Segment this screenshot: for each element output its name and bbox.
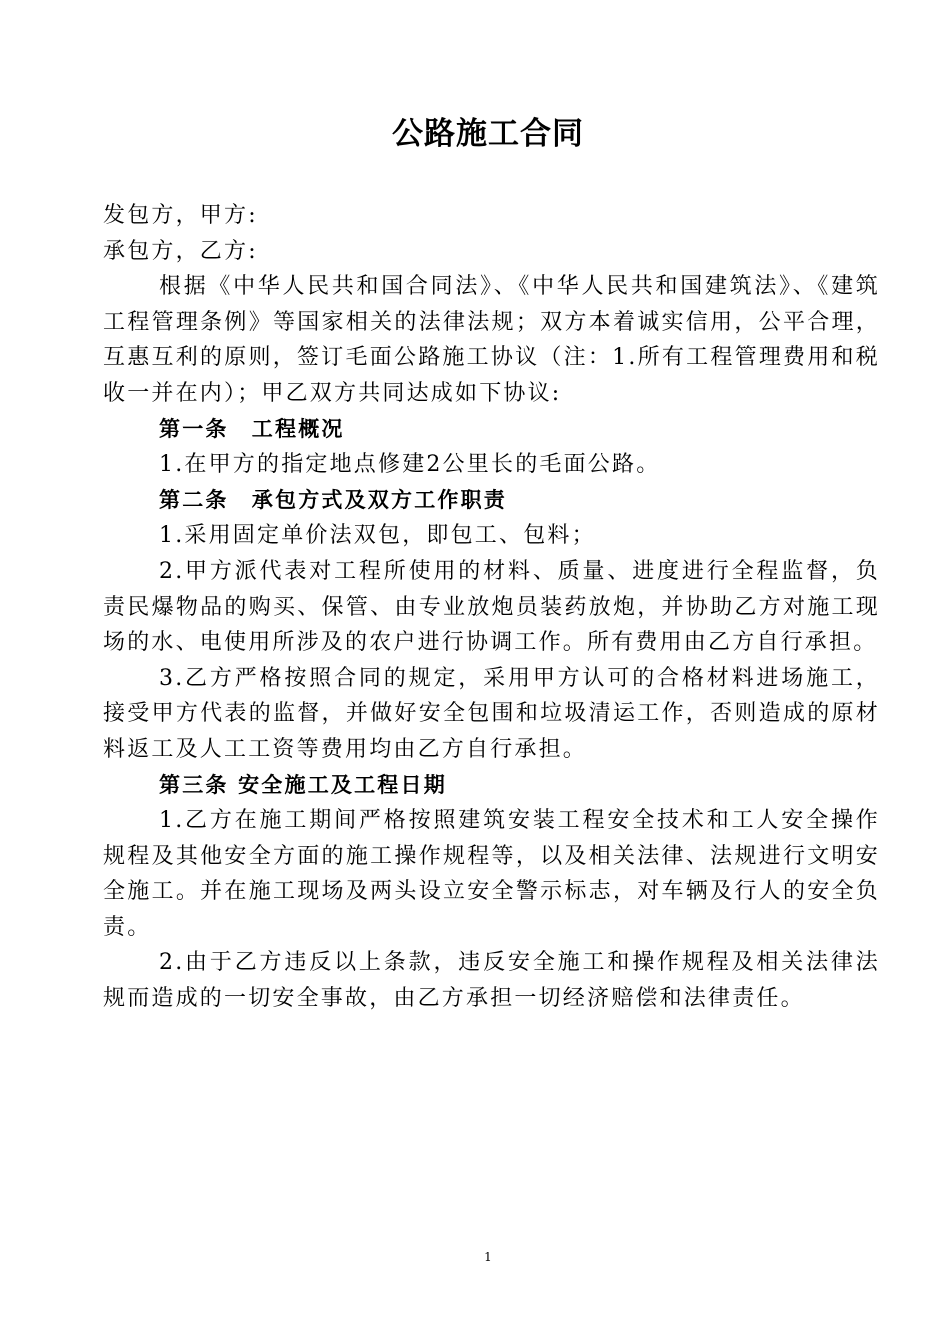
article-2-heading: 第二条 承包方式及双方工作职责 [159, 487, 507, 512]
page-number: 1 [484, 1250, 492, 1264]
party-a-line: 发包方，甲方: [103, 203, 258, 228]
intro-paragraph: 根据《中华人民共和国合同法》、《中华人民共和国建筑法》、《建筑工程管理条例》等国家相关的法律法规；双方本着诚实信用，公平合理，互惠互利的原则，签订毛面公路施工协议（注：1.所有工程管理费用和税收一并在内）；甲乙双方共同达成如下协议: [103, 274, 880, 406]
article-1-item-1: 1.在甲方的指定地点修建2公里长的毛面公路。 [159, 452, 661, 478]
document-body [103, 198, 880, 1017]
article-3-item-1: 1.乙方在施工期间严格按照建筑安装工程安全技术和工人安全操作规程及其他安全方面的施工操作规程等，以及相关法律、法规进行文明安全施工。并在施工现场及两头设立安全警示标志，对车辆及行人的安全负责。 [103, 808, 880, 940]
article-2-item-3: 3.乙方严格按照合同的规定，采用甲方认可的合格材料进场施工，接受甲方代表的监督，并做好安全包围和垃圾清运工作，否则造成的原材料返工及人工工资等费用均由乙方自行承担。 [103, 665, 880, 762]
article-3-heading: 第三条 安全施工及工程日期 [159, 772, 447, 797]
document-title: 公路施工合同 [392, 116, 584, 152]
party-b-line: 承包方，乙方: [103, 238, 258, 264]
article-2-item-1: 1.采用固定单价法双包，即包工、包料； [159, 523, 596, 549]
article-1-heading: 第一条 工程概况 [159, 416, 345, 441]
article-3-item-2: 2.由于乙方违反以上条款，违反安全施工和操作规程及相关法律法规而造成的一切安全事故，由乙方承担一切经济赔偿和法律责任。 [103, 950, 880, 1012]
article-2-item-2: 2.甲方派代表对工程所使用的材料、质量、进度进行全程监督，负责民爆物品的购买、保管、由专业放炮员装药放炮，并协助乙方对施工现场的水、电使用所涉及的农户进行协调工作。所有费用由乙方自行承担。 [103, 558, 880, 656]
